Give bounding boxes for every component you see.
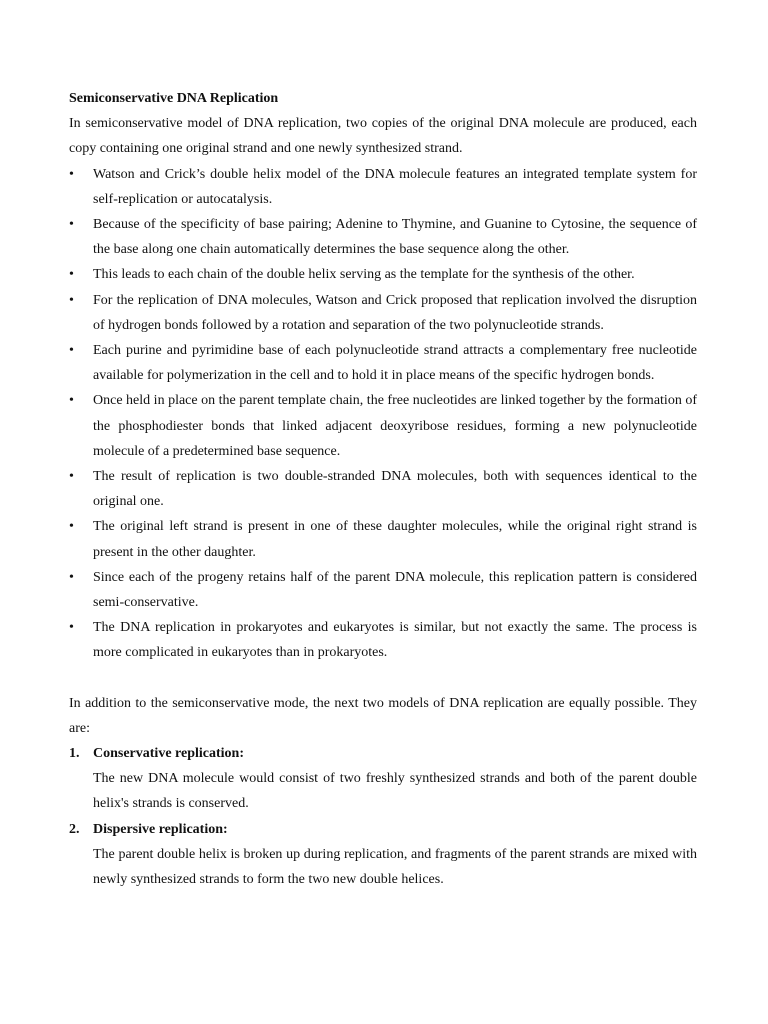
bullet-item: [69, 212, 697, 262]
bullet-marker: •: [69, 166, 74, 182]
bullet-marker: •: [69, 469, 74, 485]
model-body-conservative: The new DNA molecule would consist of two freshly synthesized strands and both of the parent double helix's strands is conserved.: [93, 771, 697, 812]
bullet-text: The result of replication is two double-stranded DNA molecules, both with sequences identical to the original one.: [93, 469, 697, 510]
bullet-item: [69, 288, 697, 338]
bullet-marker: •: [69, 393, 74, 409]
bullet-text: This leads to each chain of the double helix serving as the template for the synthesis of the other.: [93, 267, 635, 283]
model-heading-conservative: [69, 741, 697, 766]
addition-paragraph: In addition to the semiconservative mode, the next two models of DNA replication are equally possible. They are:: [69, 695, 697, 736]
bullet-item: [69, 514, 697, 564]
bullet-list: [69, 162, 697, 666]
bullet-item: [69, 464, 697, 514]
bullet-marker: •: [69, 292, 74, 308]
bullet-text: The original left strand is present in one of these daughter molecules, while the original right strand is present in the other daughter.: [93, 519, 697, 560]
bullet-item: [69, 338, 697, 388]
bullet-text: Once held in place on the parent template chain, the free nucleotides are linked together by the formation of the phosphodiester bonds that linked adjacent deoxyribose residues, forming a new polynucleotide molecule of a predetermined base sequence.: [93, 393, 697, 459]
bullet-marker: •: [69, 217, 74, 233]
bullet-text: For the replication of DNA molecules, Watson and Crick proposed that replication involved the disruption of hydrogen bonds followed by a rotation and separation of the two polynucleotide strands.: [93, 292, 697, 333]
bullet-item: [69, 565, 697, 615]
model-body-dispersive: The parent double helix is broken up during replication, and fragments of the parent strands are mixed with newly synthesized strands to form the two new double helices.: [93, 846, 697, 888]
bullet-item: [69, 615, 697, 665]
bullet-item: [69, 162, 697, 212]
list-number: 2.: [69, 821, 80, 837]
bullet-marker: •: [69, 267, 74, 283]
bullet-text: Because of the specificity of base pairing; Adenine to Thymine, and Guanine to Cytosine, the sequence of the base along one chain automatically determines the base sequence along the other.: [93, 217, 697, 258]
bullet-item: [69, 388, 697, 464]
model-heading-dispersive: [69, 817, 697, 842]
bullet-marker: •: [69, 620, 74, 636]
model-heading-text: Dispersive replication:: [93, 821, 228, 837]
document-title: Semiconservative DNA Replication: [69, 91, 279, 106]
paragraph-spacer: [69, 666, 697, 691]
list-number: 1.: [69, 746, 80, 762]
bullet-item: [69, 262, 697, 287]
bullet-text: Watson and Crick’s double helix model of the DNA molecule features an integrated template system for self-replication or autocatalysis.: [93, 166, 697, 207]
intro-paragraph: In semiconservative model of DNA replication, two copies of the original DNA molecule are produced, each copy containing one original strand and one newly synthesized strand.: [69, 116, 697, 157]
bullet-marker: •: [69, 519, 74, 535]
model-heading-text: Conservative replication:: [93, 746, 244, 762]
document-page: [69, 86, 697, 892]
bullet-marker: •: [69, 343, 74, 359]
bullet-text: Since each of the progeny retains half of the parent DNA molecule, this replication pattern is considered semi-conservative.: [93, 569, 697, 611]
bullet-marker: •: [69, 569, 74, 585]
bullet-text: Each purine and pyrimidine base of each polynucleotide strand attracts a complementary free nucleotide available for polymerization in the cell and to hold it in place means of the specific hydrogen bonds.: [93, 343, 697, 384]
bullet-text: The DNA replication in prokaryotes and eukaryotes is similar, but not exactly the same. The process is more complicated in eukaryotes than in prokaryotes.: [93, 620, 697, 661]
